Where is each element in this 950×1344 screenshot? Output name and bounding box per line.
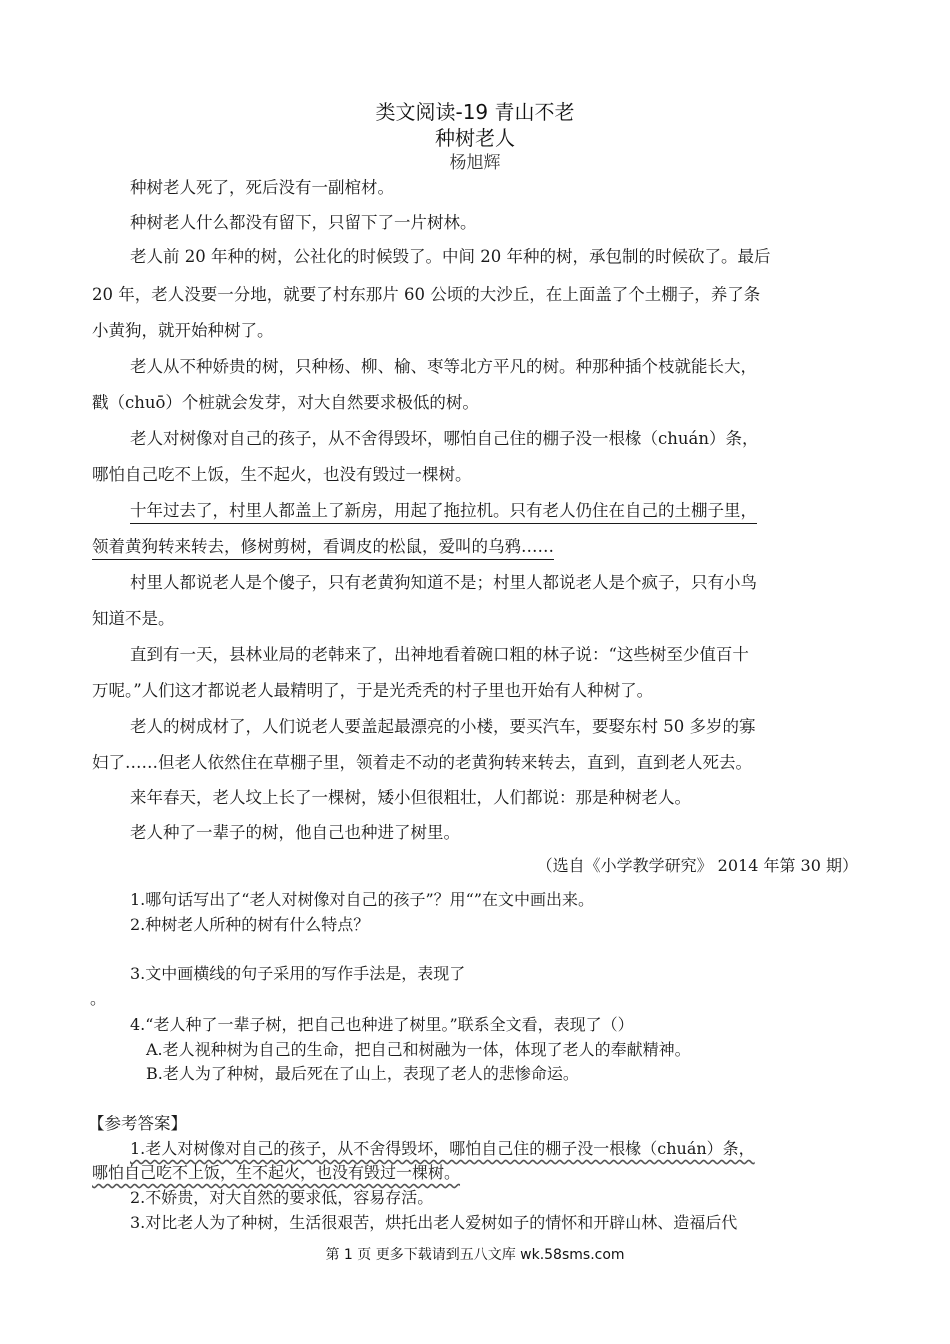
page-footer: 第 1 页 更多下载请到五八文库 wk.58sms.com — [325, 1247, 625, 1263]
question-2: 2.种树老人所种的树有什么特点？ — [130, 915, 370, 934]
article-line: 小黄狗，就开始种树了。 — [92, 321, 274, 340]
article-line: 种树老人什么都没有留下，只留下了一片树林。 — [130, 213, 477, 232]
answers-heading: 【参考答案】 — [88, 1114, 187, 1133]
underlined-sentence: 十年过去了，村里人都盖上了新房，用起了拖拉机。只有老人仍住在自己的土棚子里， — [130, 501, 757, 520]
article-line: 老人从不种娇贵的树，只种杨、柳、榆、枣等北方平凡的树。种那种插个枝就能长大， — [130, 357, 757, 376]
article-line: 哪怕自己吃不上饭，生不起火，也没有毁过一棵树。 — [92, 465, 472, 484]
doc-title: 类文阅读-19 青山不老 — [375, 100, 575, 124]
article-line: 老人前 20 年种的树，公社化的时候毁了。中间 20 年种的树，承包制的时候砍了。最后 — [130, 247, 771, 266]
article-line: 种树老人死了，死后没有一副棺材。 — [130, 178, 394, 197]
underlined-sentence: 领着黄狗转来转去，修树剪树，看调皮的松鼠，爱叫的乌鸦…… — [92, 537, 554, 556]
article-line: 老人对树像对自己的孩子，从不舍得毁坏，哪怕自己住的棚子没一根椽（chuán）条， — [130, 429, 759, 448]
answer-1-line-1: 1.老人对树像对自己的孩子，从不舍得毁坏，哪怕自己住的棚子没一根椽（chuán）条， — [130, 1139, 755, 1158]
article-line: 村里人都说老人是个傻子，只有老黄狗知道不是；村里人都说老人是个疯子，只有小鸟 — [130, 573, 757, 592]
answer-3: 3.对比老人为了种树，生活很艰苦，烘托出老人爱树如子的情怀和开辟山林、造福后代 — [130, 1213, 738, 1232]
article-title: 种树老人 — [435, 126, 515, 150]
article-line: 老人的树成材了，人们说老人要盖起最漂亮的小楼，要买汽车，要娶东村 50 多岁的寡 — [130, 717, 756, 736]
article-author: 杨旭辉 — [449, 153, 501, 173]
question-4-option-a: A.老人视种树为自己的生命，把自己和树融为一体，体现了老人的奉献精神。 — [146, 1040, 691, 1059]
question-4-option-b: B.老人为了种树，最后死在了山上，表现了老人的悲惨命运。 — [146, 1064, 579, 1083]
article-source: （选自《小学教学研究》 2014 年第 30 期） — [536, 856, 858, 875]
article-line: 直到有一天，县林业局的老韩来了，出神地看着碗口粗的林子说：“这些树至少值百十 — [130, 645, 749, 664]
article-line: 万呢。”人们这才都说老人最精明了，于是光秃秃的村子里也开始有人种树了。 — [92, 681, 654, 700]
article-line: 知道不是。 — [92, 609, 175, 628]
article-line: 老人种了一辈子的树，他自己也种进了树里。 — [130, 823, 460, 842]
question-3-end: 。 — [90, 989, 107, 1008]
article-line: 来年春天，老人坟上长了一棵树，矮小但很粗壮，人们都说：那是种树老人。 — [130, 788, 691, 807]
answer-1-line-2: 哪怕自己吃不上饭，生不起火，也没有毁过一棵树。 — [92, 1163, 461, 1182]
article-line: 妇了……但老人依然住在草棚子里，领着走不动的老黄狗转来转去，直到，直到老人死去。 — [92, 753, 752, 772]
question-3: 3.文中画横线的句子采用的写作手法是，表现了 — [130, 964, 466, 983]
article-line: 戳（chuō）个桩就会发芽，对大自然要求极低的树。 — [92, 393, 479, 412]
article-line: 20 年，老人没要一分地，就要了村东那片 60 公顷的大沙丘，在上面盖了个土棚子，养了条 — [92, 285, 761, 304]
question-4: 4.“老人种了一辈子树，把自己也种进了树里。”联系全文看，表现了（） — [130, 1015, 634, 1034]
question-1: 1.哪句话写出了“老人对树像对自己的孩子”？用“”在文中画出来。 — [130, 890, 594, 909]
answer-2: 2.不娇贵，对大自然的要求低，容易存活。 — [130, 1188, 434, 1207]
